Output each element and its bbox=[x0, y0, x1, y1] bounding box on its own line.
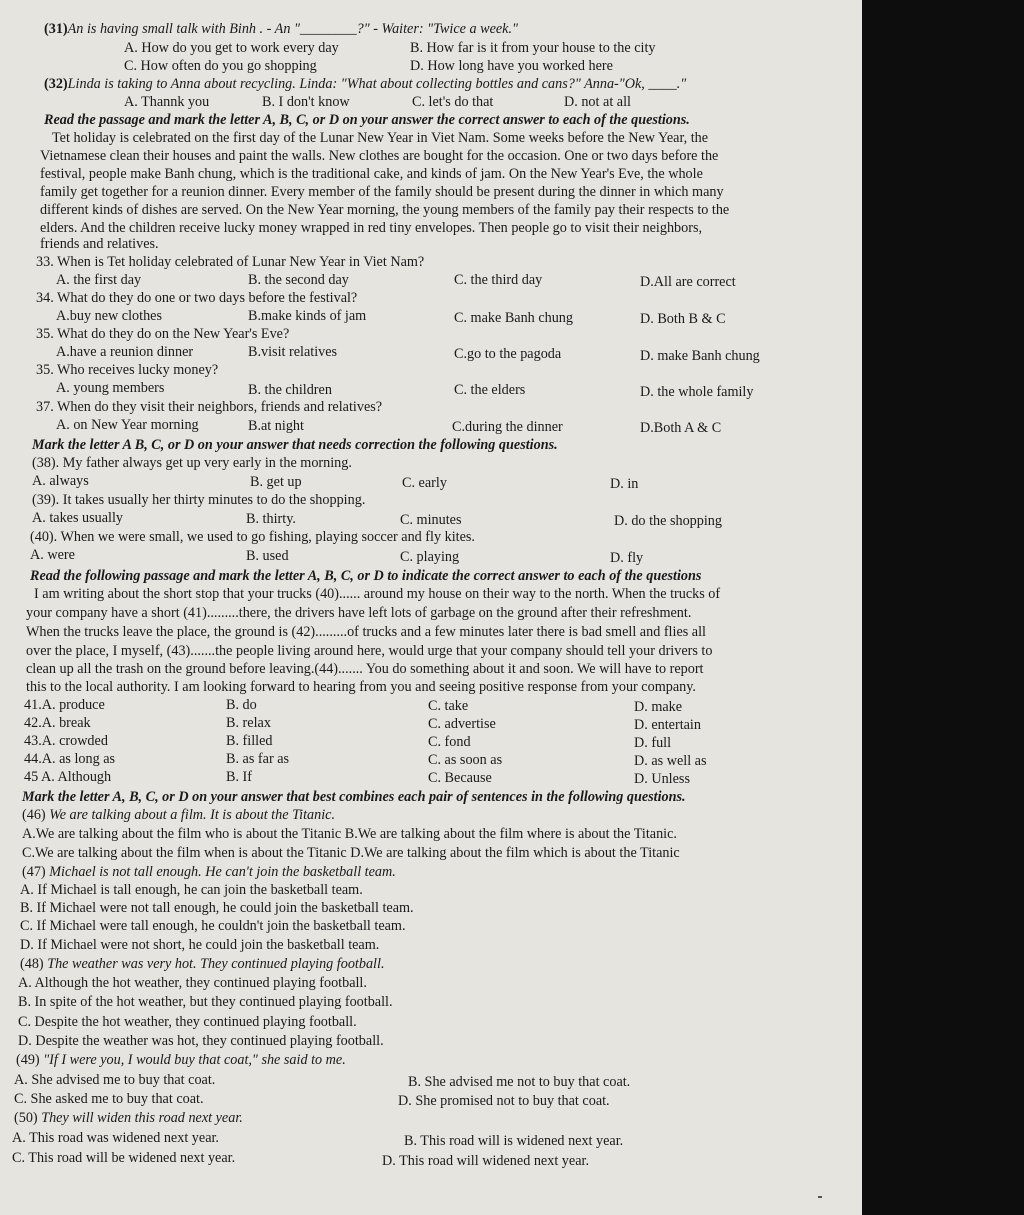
option-42a: 42.A. break bbox=[24, 715, 91, 731]
option-40c: C. playing bbox=[400, 549, 460, 565]
option-39a: A. takes usually bbox=[32, 510, 124, 526]
question-38-stem bbox=[32, 455, 352, 471]
question-text: They will widen this road next year. bbox=[37, 1110, 243, 1126]
option-42d: D. entertain bbox=[634, 717, 701, 733]
option-32c: C. let's do that bbox=[412, 94, 494, 110]
question-50-stem bbox=[14, 1110, 243, 1126]
question-text: An is having small talk with Binh . - An "________?" - Waiter: "Twice a week." bbox=[67, 21, 518, 37]
option-34b: B.make kinds of jam bbox=[248, 308, 367, 324]
option-36a: A. young members bbox=[56, 380, 165, 396]
question-33-stem: 33. When is Tet holiday celebrated of Lunar New Year in Viet Nam? bbox=[36, 254, 425, 270]
option-41c: C. take bbox=[428, 698, 469, 714]
option-34d: D. Both B & C bbox=[640, 311, 726, 327]
option-37a: A. on New Year morning bbox=[56, 417, 199, 433]
passage-1-line: different kinds of dishes are served. On the New Year morning, the young members of the family pay their respects to the bbox=[40, 202, 730, 218]
question-text: When we were small, we used to go fishing, playing soccer and fly kites. bbox=[57, 529, 475, 545]
question-34-stem: 34. What do they do one or two days before the festival? bbox=[36, 290, 358, 306]
option-45a: 45 A. Although bbox=[24, 769, 112, 785]
passage-2-line: I am writing about the short stop that your trucks (40)...... around my house on their way to the north. When the trucks of bbox=[34, 586, 721, 602]
option-42b: B. relax bbox=[226, 715, 271, 731]
option-43c: C. fond bbox=[428, 734, 471, 750]
option-45b: B. If bbox=[226, 769, 253, 785]
option-33d: D.All are correct bbox=[640, 274, 736, 290]
option-39d: D. do the shopping bbox=[614, 513, 722, 529]
option-31c: C. How often do you go shopping bbox=[124, 58, 317, 74]
option-37c: C.during the dinner bbox=[452, 419, 563, 435]
correction-instruction: Mark the letter A B, C, or D on your answer that needs correction the following questions. bbox=[32, 437, 558, 453]
option-44b: B. as far as bbox=[226, 751, 290, 767]
question-text: Linda is taking to Anna about recycling. Linda: "What about collecting bottles and cans?" Anna-"Ok, ____." bbox=[67, 76, 687, 92]
question-number: (31) bbox=[44, 21, 68, 37]
option-34a: A.buy new clothes bbox=[56, 308, 162, 324]
combine-instruction: Mark the letter A, B, C, or D on your answer that best combines each pair of sentences in the following questions. bbox=[22, 789, 686, 805]
option-49d: D. She promised not to buy that coat. bbox=[398, 1093, 610, 1109]
passage-2-line: this to the local authority. I am looking forward to hearing from you and seeing positive response from your company. bbox=[26, 679, 696, 695]
option-35c: C.go to the pagoda bbox=[454, 346, 562, 362]
question-number: (47) bbox=[22, 864, 46, 880]
option-49c: C. She asked me to buy that coat. bbox=[14, 1091, 204, 1107]
question-36-stem: 35. Who receives lucky money? bbox=[36, 362, 219, 378]
option-35a: A.have a reunion dinner bbox=[56, 344, 194, 360]
passage-1-line: elders. And the children receive lucky money wrapped in red tiny envelopes. Then people go to visit their neighbors, bbox=[40, 220, 703, 236]
option-47b: B. If Michael were not tall enough, he could join the basketball team. bbox=[20, 900, 414, 916]
passage-2-line: When the trucks leave the place, the ground is (42).........of trucks and a few minutes later there is bad smell and flies all bbox=[26, 624, 706, 640]
option-38a: A. always bbox=[32, 473, 89, 489]
option-33a: A. the first day bbox=[56, 272, 142, 288]
option-37b: B.at night bbox=[248, 418, 304, 434]
passage-1-line: Tet holiday is celebrated on the first day of the Lunar New Year in Viet Nam. Some weeks before the New Year, the bbox=[52, 130, 709, 146]
option-48a: A. Although the hot weather, they continued playing football. bbox=[18, 975, 367, 991]
option-50a: A. This road was widened next year. bbox=[12, 1130, 219, 1146]
question-46-stem bbox=[22, 807, 335, 823]
option-35b: B.visit relatives bbox=[248, 344, 338, 360]
option-45c: C. Because bbox=[428, 770, 492, 786]
question-text: "If I were you, I would buy that coat," she said to me. bbox=[39, 1052, 346, 1068]
option-49a: A. She advised me to buy that coat. bbox=[14, 1072, 216, 1088]
option-50d: D. This road will widened next year. bbox=[382, 1153, 589, 1169]
option-32a: A. Thannk you bbox=[124, 94, 210, 110]
option-39b: B. thirty. bbox=[246, 511, 296, 527]
option-36c: C. the elders bbox=[454, 382, 526, 398]
question-text: It takes usually her thirty minutes to do the shopping. bbox=[59, 492, 366, 508]
passage-2-line: over the place, I myself, (43).......the people living around here, would urge that your company should tell your drivers to bbox=[26, 643, 713, 659]
question-text: My father always get up very early in the morning. bbox=[59, 455, 352, 471]
passage-2-line: your company have a short (41).........there, the drivers have left lots of garbage on the ground after their refreshment. bbox=[26, 605, 692, 621]
reading-1-instruction: Read the passage and mark the letter A, B, C, or D on your answer the correct answer to each of the questions. bbox=[44, 112, 690, 128]
question-48-stem bbox=[20, 956, 385, 972]
option-44c: C. as soon as bbox=[428, 752, 503, 768]
passage-1-line: festival, people make Banh chung, which is the traditional cake, and kinds of jam. On the New Year's Eve, the whole bbox=[40, 166, 703, 182]
question-number: (39). bbox=[32, 492, 60, 508]
option-33c: C. the third day bbox=[454, 272, 543, 288]
option-41b: B. do bbox=[226, 697, 257, 713]
question-35-stem: 35. What do they do on the New Year's Eve? bbox=[36, 326, 290, 342]
question-32-stem bbox=[44, 76, 686, 92]
question-number: (48) bbox=[20, 956, 44, 972]
option-36d: D. the whole family bbox=[640, 384, 754, 400]
question-49-stem bbox=[16, 1052, 346, 1068]
question-37-stem: 37. When do they visit their neighbors, friends and relatives? bbox=[36, 399, 383, 415]
option-31a: A. How do you get to work every day bbox=[124, 40, 339, 56]
question-text: Michael is not tall enough. He can't join the basketball team. bbox=[45, 864, 396, 880]
option-47a: A. If Michael is tall enough, he can join the basketball team. bbox=[20, 882, 363, 898]
option-35d: D. make Banh chung bbox=[640, 348, 760, 364]
question-text: The weather was very hot. They continued playing football. bbox=[43, 956, 385, 972]
option-33b: B. the second day bbox=[248, 272, 349, 288]
passage-1-line: family get together for a reunion dinner. Every member of the family should be present during the dinner in which many bbox=[40, 184, 724, 200]
option-50c: C. This road will be widened next year. bbox=[12, 1150, 236, 1166]
option-40b: B. used bbox=[246, 548, 289, 564]
option-48b: B. In spite of the hot weather, but they continued playing football. bbox=[18, 994, 393, 1010]
option-31b: B. How far is it from your house to the city bbox=[410, 40, 656, 56]
option-36b: B. the children bbox=[248, 382, 332, 398]
option-47d: D. If Michael were not short, he could join the basketball team. bbox=[20, 937, 380, 953]
passage-2-line: clean up all the trash on the ground before leaving.(44)....... You do something about it and soon. We will have to report bbox=[26, 661, 704, 677]
option-32b: B. I don't know bbox=[262, 94, 350, 110]
option-42c: C. advertise bbox=[428, 716, 496, 732]
option-38c: C. early bbox=[402, 475, 447, 491]
option-41d: D. make bbox=[634, 699, 683, 715]
option-41a: 41.A. produce bbox=[24, 697, 105, 713]
option-43a: 43.A. crowded bbox=[24, 733, 108, 749]
option-44a: 44.A. as long as bbox=[24, 751, 116, 767]
option-31d: D. How long have you worked here bbox=[410, 58, 613, 74]
question-number: (32) bbox=[44, 76, 68, 92]
option-43b: B. filled bbox=[226, 733, 273, 749]
option-32d: D. not at all bbox=[564, 94, 631, 110]
page-speck bbox=[818, 1196, 822, 1198]
option-46ab: A.We are talking about the film who is about the Titanic B.We are talking about the film where is about the Titanic. bbox=[22, 826, 677, 842]
passage-1-line: Vietnamese clean their houses and paint the walls. New clothes are bought for the occasion. One or two days before the bbox=[40, 148, 719, 164]
question-text: We are talking about a film. It is about the Titanic. bbox=[45, 807, 336, 823]
option-48d: D. Despite the weather was hot, they continued playing football. bbox=[18, 1033, 384, 1049]
question-47-stem bbox=[22, 864, 396, 880]
option-38d: D. in bbox=[610, 476, 639, 492]
option-39c: C. minutes bbox=[400, 512, 462, 528]
option-34c: C. make Banh chung bbox=[454, 310, 573, 326]
option-45d: D. Unless bbox=[634, 771, 690, 787]
question-39-stem bbox=[32, 492, 365, 508]
background-strip bbox=[862, 0, 1024, 1215]
question-number: (40). bbox=[30, 529, 58, 545]
question-number: (38). bbox=[32, 455, 60, 471]
option-48c: C. Despite the hot weather, they continued playing football. bbox=[18, 1014, 357, 1030]
option-50b: B. This road will is widened next year. bbox=[404, 1133, 624, 1149]
option-38b: B. get up bbox=[250, 474, 302, 490]
option-44d: D. as well as bbox=[634, 753, 707, 769]
option-47c: C. If Michael were tall enough, he couldn't join the basketball team. bbox=[20, 918, 406, 934]
option-40a: A. were bbox=[30, 547, 75, 563]
option-46cd: C.We are talking about the film when is about the Titanic D.We are talking about the film which is about the Titanic bbox=[22, 845, 680, 861]
question-number: (49) bbox=[16, 1052, 40, 1068]
option-49b: B. She advised me not to buy that coat. bbox=[408, 1074, 631, 1090]
question-number: (50) bbox=[14, 1110, 38, 1126]
reading-2-instruction: Read the following passage and mark the letter A, B, C, or D to indicate the correct answer to each of the questions bbox=[30, 568, 702, 584]
question-number: (46) bbox=[22, 807, 46, 823]
option-37d: D.Both A & C bbox=[640, 420, 722, 436]
option-43d: D. full bbox=[634, 735, 672, 751]
question-40-stem bbox=[30, 529, 475, 545]
question-31-stem bbox=[44, 21, 518, 37]
option-40d: D. fly bbox=[610, 550, 644, 566]
passage-1-line: friends and relatives. bbox=[40, 236, 159, 252]
